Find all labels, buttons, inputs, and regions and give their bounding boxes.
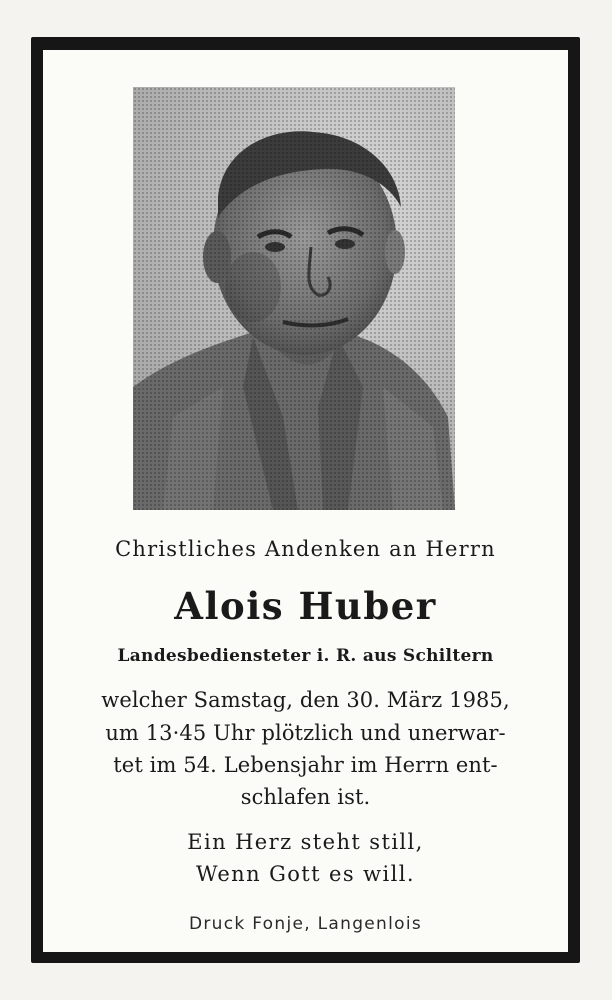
intro-text: Christliches Andenken an Herrn [115, 537, 496, 561]
printer-credit: Druck Fonje, Langenlois [188, 914, 423, 934]
portrait-image [133, 87, 455, 510]
occupation-line: Landesbediensteter i. R. aus Schiltern [117, 646, 494, 666]
verse-line-2: Wenn Gott es will. [196, 862, 415, 886]
deceased-name: Alois Huber [174, 584, 437, 628]
death-notice-line-4: schlafen ist. [240, 785, 371, 809]
death-notice-line-2: um 13·45 Uhr plötzlich und unerwar- [105, 721, 506, 745]
deceased-portrait-photo [133, 87, 455, 510]
verse-line-1: Ein Herz steht still, [187, 830, 424, 854]
death-notice-line-1: welcher Samstag, den 30. März 1985, [101, 688, 510, 712]
death-notice-line-3: tet im 54. Lebensjahr im Herrn ent- [113, 753, 498, 777]
